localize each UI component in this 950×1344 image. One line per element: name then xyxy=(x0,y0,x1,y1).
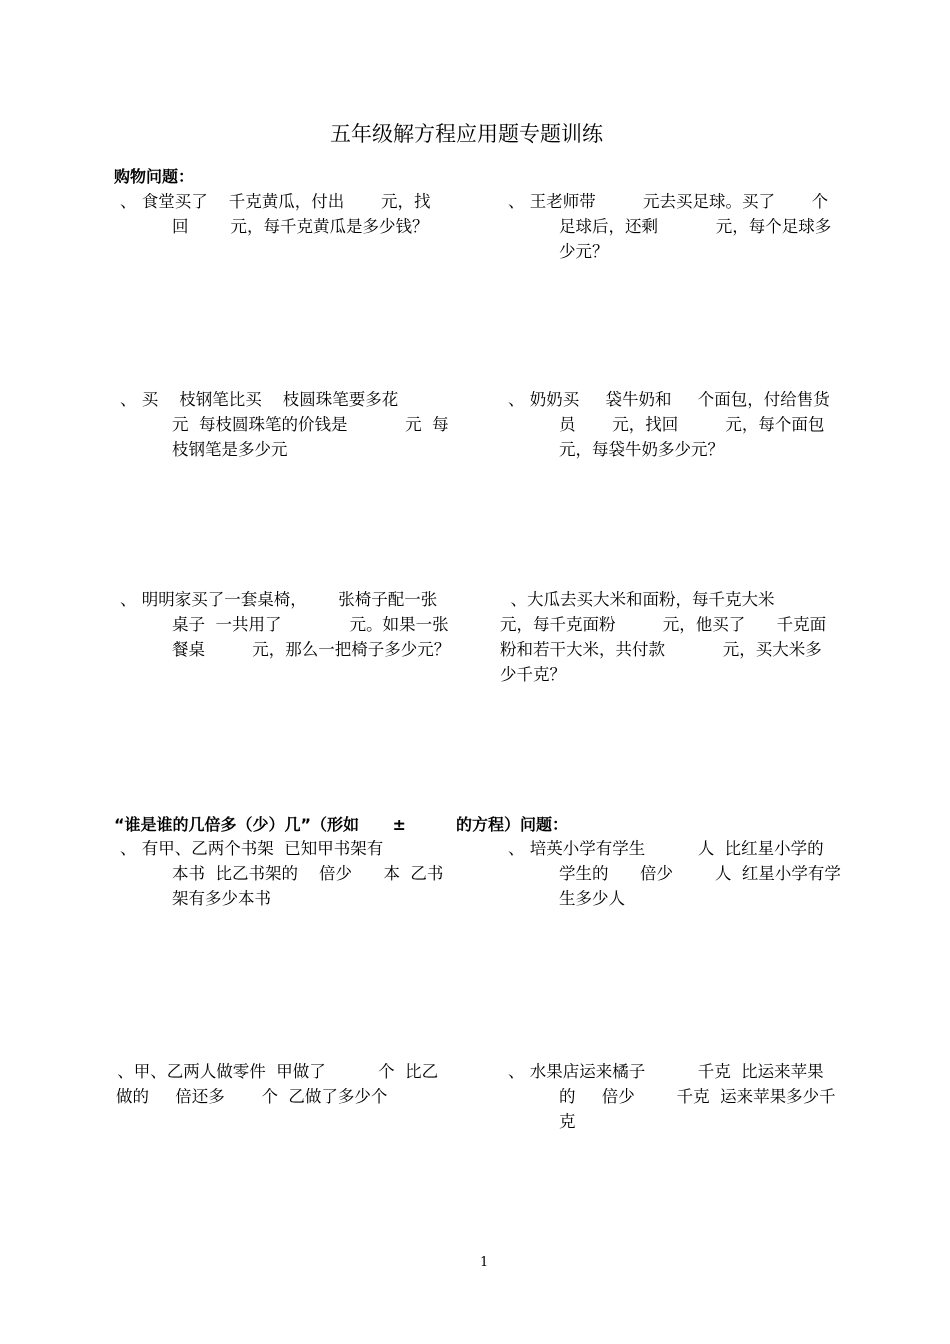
problem-line: 餐桌 元，那么一把椅子多少元？ xyxy=(172,640,451,659)
problem-line: 做的 倍还多 个 乙做了多少个 xyxy=(116,1087,388,1106)
problem-line: 、 培英小学有学生 人 比红星小学的 xyxy=(508,839,824,858)
problem-line: 粉和若干大米，共付款 元，买大米多 xyxy=(500,640,822,659)
section-heading-multiple: “谁是谁的几倍多（少）几”（形如 ± 的方程）问题： xyxy=(114,815,568,834)
section-heading-shopping: 购物问题： xyxy=(114,167,195,186)
problem-line: 克 xyxy=(559,1112,576,1131)
problem-line: 、 奶奶买 袋牛奶和 个面包，付给售货 xyxy=(508,390,830,409)
problem-line: 员 元，找回 元，每个面包 xyxy=(559,415,825,434)
problem-line: 元，每千克面粉 元，他买了 千克面 xyxy=(500,615,827,634)
problem-line: 、 明明家买了一套桌椅， 张椅子配一张 xyxy=(120,590,438,609)
problem-line: 的 倍少 千克 运来苹果多少千 xyxy=(559,1087,836,1106)
problem-line: 架有多少本书 xyxy=(172,889,271,908)
problem-line: 、甲、乙两人做零件 甲做了 个 比乙 xyxy=(112,1062,439,1081)
problem-line: 本书 比乙书架的 倍少 本 乙书 xyxy=(172,864,444,883)
problem-line: 、 王老师带 元去买足球。买了 个 xyxy=(508,192,829,211)
problem-line: 足球后，还剩 元，每个足球多 xyxy=(559,217,832,236)
problem-line: 、 水果店运来橘子 千克 比运来苹果 xyxy=(508,1062,824,1081)
problem-line: 生多少人 xyxy=(559,889,625,908)
problem-line: 元 每枝圆珠笔的价钱是 元 每 xyxy=(172,415,449,434)
problem-line: 少元？ xyxy=(559,242,609,261)
page-title: 五年级解方程应用题专题训练 xyxy=(330,122,603,146)
problem-line: 、大瓜去买大米和面粉，每千克大米 xyxy=(500,590,775,609)
problem-line: 、 买 枝钢笔比买 枝圆珠笔要多花 xyxy=(120,390,399,409)
problem-line: 少千克？ xyxy=(500,665,566,684)
problem-line: 桌子 一共用了 元。如果一张 xyxy=(172,615,449,634)
problem-line: 元，每袋牛奶多少元？ xyxy=(559,440,724,459)
problem-line: 、 有甲、乙两个书架 已知甲书架有 xyxy=(120,839,384,858)
problem-line: 、 食堂买了 千克黄瓜，付出 元，找 xyxy=(120,192,431,211)
problem-line: 枝钢笔是多少元 xyxy=(172,440,288,459)
page-number: 1 xyxy=(480,1255,489,1270)
problem-line: 回 元，每千克黄瓜是多少钱？ xyxy=(172,217,429,236)
problem-line: 学生的 倍少 人 红星小学有学 xyxy=(559,864,841,883)
